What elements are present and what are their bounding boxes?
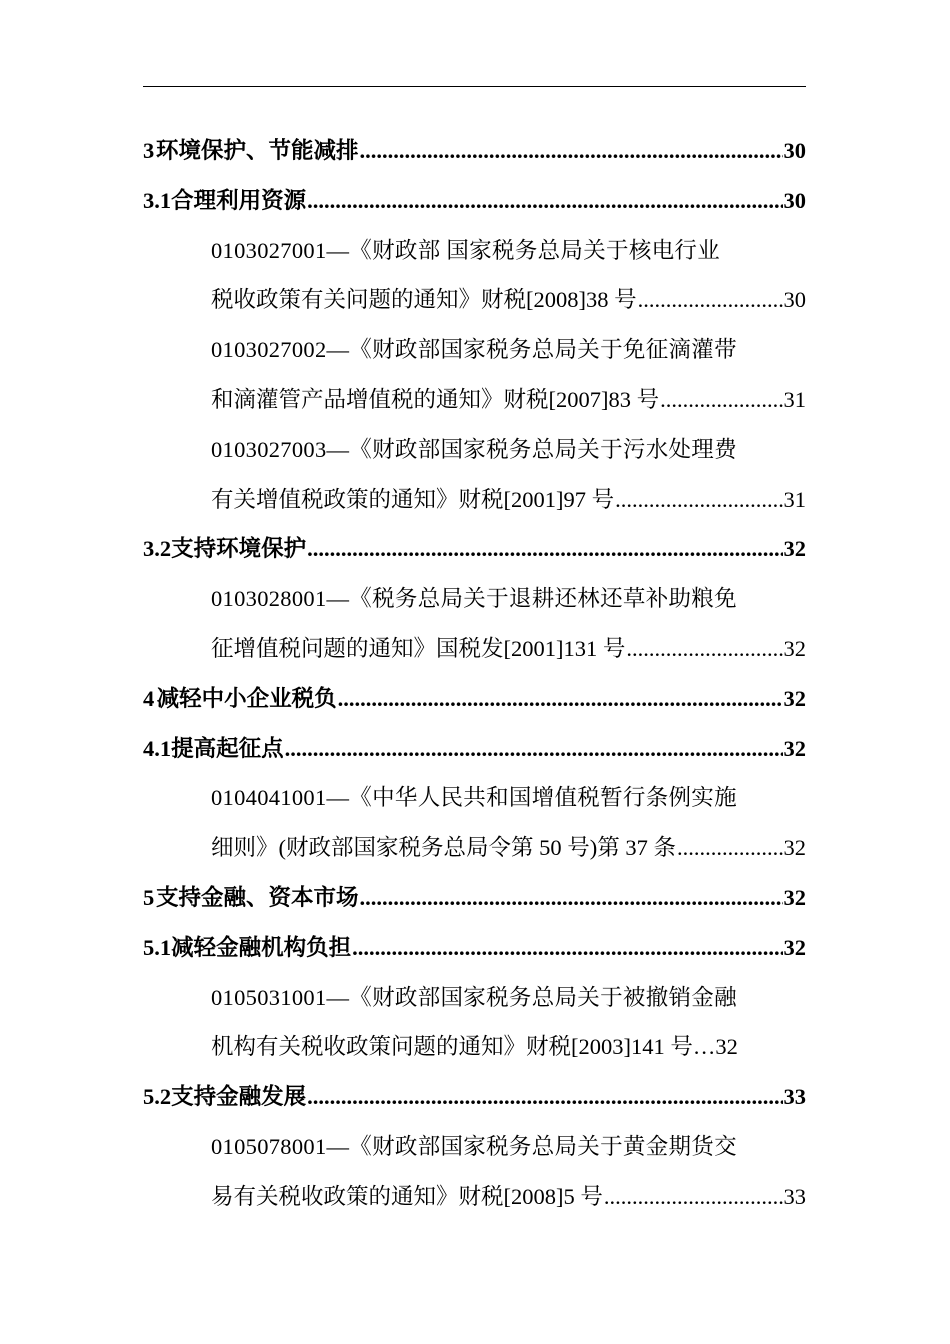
- toc-number: 5.1: [143, 934, 172, 960]
- toc-entry-line[interactable]: [143, 1122, 806, 1172]
- toc-leader: [677, 823, 783, 873]
- toc-heading-3[interactable]: [143, 126, 806, 176]
- toc-entry-line[interactable]: [143, 1172, 806, 1222]
- toc-page: 30: [783, 138, 806, 163]
- toc-leader: [285, 724, 783, 774]
- toc-leader: [359, 873, 782, 923]
- toc-heading-5-2[interactable]: [143, 1072, 806, 1122]
- toc-title: 减轻中小企业税负: [156, 685, 337, 711]
- toc-entry-text: 征增值税问题的通知》国税发[2001]131 号: [211, 635, 626, 661]
- toc-heading-3-1[interactable]: [143, 176, 806, 226]
- toc-entry-line[interactable]: [143, 475, 806, 525]
- toc-heading-4-1[interactable]: [143, 724, 806, 774]
- toc-page: 32: [715, 1034, 738, 1060]
- toc-number: 4: [143, 685, 155, 711]
- toc-title: 合理利用资源: [171, 187, 307, 213]
- toc-entry-line[interactable]: [143, 375, 806, 425]
- toc-page: 32: [783, 884, 806, 910]
- toc-page: 32: [783, 934, 806, 960]
- toc-title: 支持金融、资本市场: [155, 884, 359, 910]
- toc-number: 4.1: [143, 735, 172, 761]
- toc-title: 环境保护、节能减排: [155, 138, 359, 163]
- toc-heading-4[interactable]: [143, 674, 806, 724]
- toc-entry-text: 和滴灌管产品增值税的通知》财税[2007]83 号: [211, 386, 660, 412]
- toc-page: 32: [783, 635, 806, 661]
- toc-entry-text: 0103027002—《财政部国家税务总局关于免征滴灌带: [211, 337, 737, 363]
- toc-leader: [604, 1172, 783, 1222]
- toc-leader: [307, 176, 782, 226]
- toc-entry-line[interactable]: [143, 624, 806, 674]
- toc-number: 5: [143, 884, 155, 910]
- toc-entry-text: 0103027003—《财政部国家税务总局关于污水处理费: [211, 436, 737, 462]
- toc-page: 32: [783, 536, 806, 562]
- toc-number: 5.2: [143, 1084, 172, 1110]
- toc-entry-text: 0104041001—《中华人民共和国增值税暂行条例实施: [211, 785, 737, 811]
- toc-entry-line[interactable]: [143, 275, 806, 325]
- toc-leader: [307, 524, 782, 574]
- toc-leader: [307, 1072, 782, 1122]
- toc-page: 32: [783, 685, 806, 711]
- toc-page: 33: [783, 1084, 806, 1110]
- toc-page: 33: [783, 1183, 806, 1209]
- toc-entry-line[interactable]: [143, 226, 806, 276]
- toc-leader: [638, 275, 783, 325]
- toc-title: 支持金融发展: [171, 1084, 307, 1110]
- toc-page: 31: [783, 486, 806, 512]
- toc-entry-text: 0103027001—《财政部 国家税务总局关于核电行业: [211, 237, 721, 263]
- toc-number: 3.2: [143, 536, 172, 562]
- toc-entry-text: 0103028001—《税务总局关于退耕还林还草补助粮免: [211, 586, 737, 612]
- toc-entry-line[interactable]: [143, 773, 806, 823]
- toc-heading-5[interactable]: [143, 873, 806, 923]
- toc-entry-line[interactable]: [143, 973, 806, 1023]
- header-rule: [143, 86, 806, 87]
- toc-page: 32: [783, 835, 806, 861]
- toc-entry-line[interactable]: [143, 823, 806, 873]
- toc-page: 32: [783, 735, 806, 761]
- toc-entry-line[interactable]: [143, 425, 806, 475]
- toc-entry-text: 0105031001—《财政部国家税务总局关于被撤销金融: [211, 984, 737, 1010]
- toc-title: 提高起征点: [171, 735, 284, 761]
- toc-entry-text: 细则》(财政部国家税务总局令第 50 号)第 37 条: [211, 835, 676, 861]
- toc-entry-text: 有关增值税政策的通知》财税[2001]97 号: [211, 486, 615, 512]
- toc-entry-line[interactable]: [143, 325, 806, 375]
- toc-title: 支持环境保护: [171, 536, 307, 562]
- toc-number: 3.1: [143, 187, 172, 213]
- toc-heading-5-1[interactable]: [143, 923, 806, 973]
- toc-page: 30: [783, 187, 806, 213]
- toc-entry-text: 0105078001—《财政部国家税务总局关于黄金期货交: [211, 1133, 737, 1159]
- toc-page: 30: [783, 287, 806, 313]
- toc-entry-text: 机构有关税收政策问题的通知》财税[2003]141 号…: [211, 1034, 716, 1060]
- toc-heading-3-2[interactable]: [143, 524, 806, 574]
- toc-leader: [359, 126, 782, 176]
- toc-title: 减轻金融机构负担: [171, 934, 352, 960]
- toc-number: 3: [143, 138, 155, 163]
- toc-entry-line[interactable]: [143, 574, 806, 624]
- toc-leader: [352, 923, 782, 973]
- toc-entry-text: 易有关税收政策的通知》财税[2008]5 号: [211, 1183, 603, 1209]
- toc-leader: [626, 624, 782, 674]
- toc-leader: [660, 375, 782, 425]
- toc-page: 31: [783, 386, 806, 412]
- toc-entry-line[interactable]: [143, 1022, 806, 1072]
- toc-entry-text: 税收政策有关问题的通知》财税[2008]38 号: [211, 287, 637, 313]
- toc-leader: [615, 475, 782, 525]
- toc-leader: [338, 674, 783, 724]
- table-of-contents: [143, 126, 806, 1222]
